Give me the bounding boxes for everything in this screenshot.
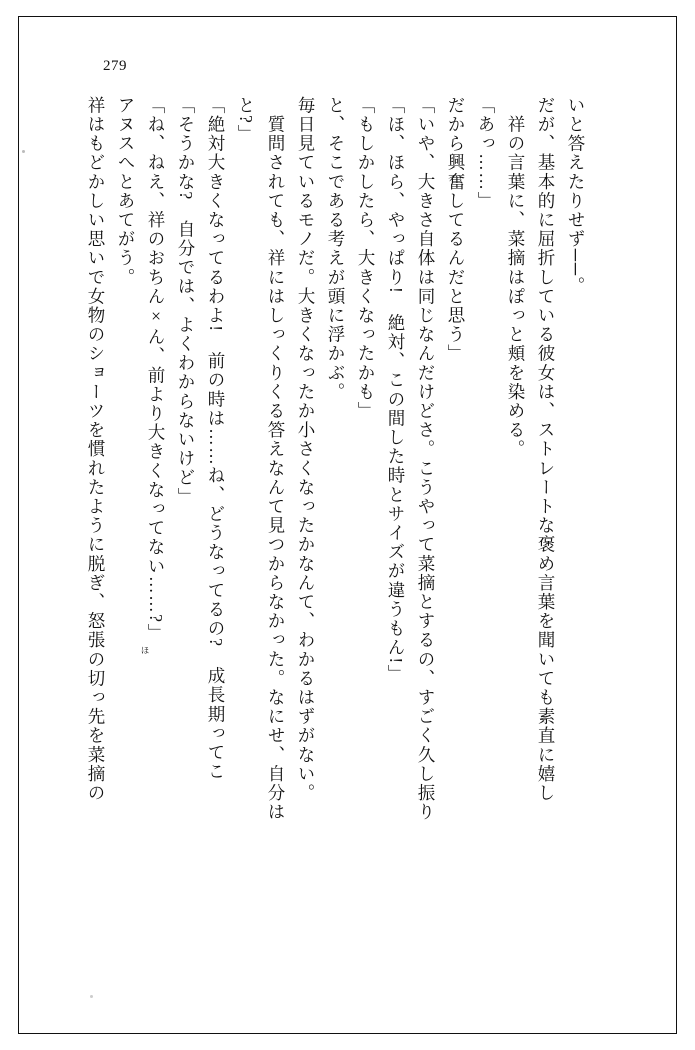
scan-artifact-dot (22, 150, 25, 153)
page-border-left (18, 16, 19, 1034)
scan-artifact-dot (90, 995, 93, 998)
page-border-right (676, 16, 677, 1034)
text-column: 「ね、ねえ、祥のおちん×ん、前より大きくなってない……?」 (146, 96, 166, 643)
text-column: だから興奮してるんだと思う」 (446, 96, 466, 364)
text-column: と、そこである考えが頭に浮かぶ。 (326, 96, 346, 402)
text-column: 毎日見ているモノだ。大きくなったか小さくなったかなんて、わかるはずがない。 (296, 96, 316, 803)
page-border-top (18, 16, 677, 17)
text-column: だが、基本的に屈折している彼女は、ストレートな褒め言葉を聞いても素直に嬉し (536, 96, 556, 803)
text-column: 祥はもどかしい思いで女物のショーツを慣れたように脱ぎ、怒張の切っ先を菜摘の (86, 96, 106, 803)
ruby-annotation: ほ (141, 646, 149, 655)
text-column: と?」 (236, 96, 256, 144)
vertical-text-body (81, 96, 641, 976)
page-border-bottom (18, 1033, 677, 1034)
text-column: いと答えたりせず──。 (566, 96, 586, 296)
text-column: 「そうかな? 自分では、よくわからないけど」 (176, 96, 196, 507)
text-column: 「あっ……」 (476, 96, 496, 211)
text-column: 質問されても、祥にはしっくりくる答えなんて見つからなかった。なにせ、自分は (266, 96, 286, 822)
text-column: 「ほ、ほら、やっぱり! 絶対、この間した時とサイズが違うもん!」 (386, 96, 406, 684)
text-column: アヌスへとあてがう。 (116, 96, 136, 287)
text-column: 「絶対大きくなってるわよ! 前の時は……ね、どうなってるの? 成長期ってこ (206, 96, 226, 782)
text-column: 「いや、大きさ自体は同じなんだけどさ。こうやって菜摘とするの、すごく久し振り (416, 96, 436, 822)
text-column: 「もしかしたら、大きくなったかも」 (356, 96, 376, 421)
text-column: 祥の言葉に、菜摘はぽっと頬を染める。 (506, 96, 526, 459)
page-number: 279 (103, 58, 127, 74)
